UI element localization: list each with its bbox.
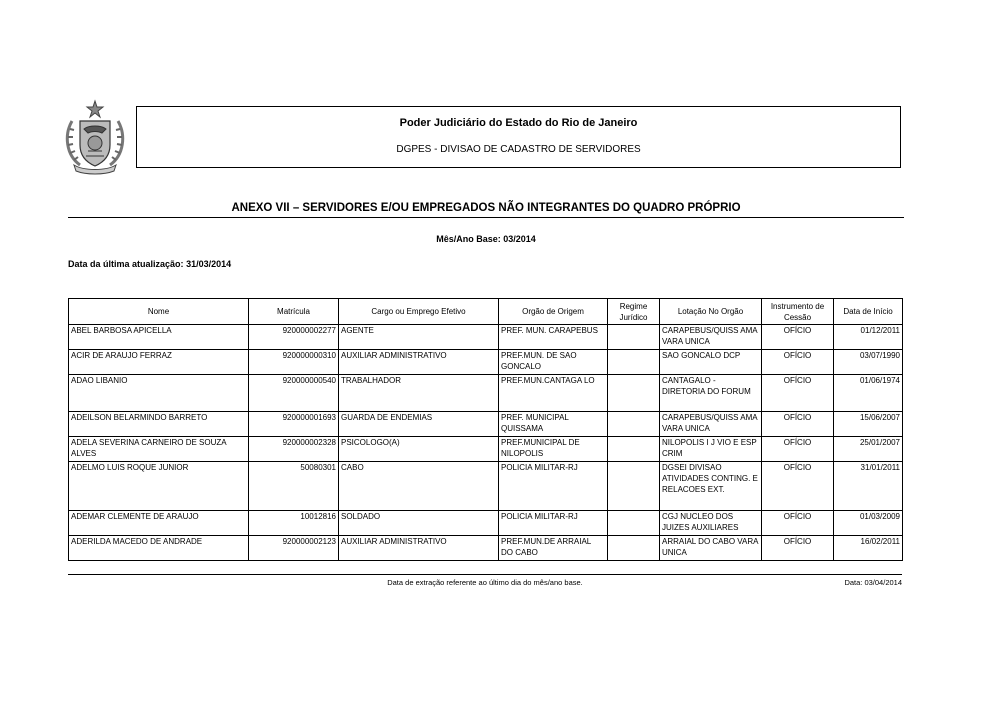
cell-assignment-instrument: OFÍCIO — [762, 437, 834, 462]
cell-legal-regime — [608, 536, 660, 561]
cell-origin-agency: POLICIA MILITAR-RJ — [499, 511, 608, 536]
table-row — [69, 350, 903, 375]
last-update-value: 31/03/2014 — [186, 259, 232, 269]
column-header: Lotação No Orgão — [660, 299, 762, 325]
cell-name: ACIR DE ARAUJO FERRAZ — [69, 350, 249, 375]
footer-rule — [68, 574, 902, 575]
last-update-line — [68, 259, 231, 269]
state-coat-of-arms-icon — [62, 99, 128, 175]
division-name: DGPES - DIVISAO DE CADASTRO DE SERVIDORES — [396, 144, 641, 155]
last-update-label: Data da última atualização: — [68, 259, 184, 269]
cell-origin-agency: PREF.MUN.DE ARRAIAL DO CABO — [499, 536, 608, 561]
table-header-row — [69, 299, 903, 325]
footer-date: Data: 03/04/2014 — [844, 578, 902, 587]
cell-assigned-unit: ARRAIAL DO CABO VARA UNICA — [660, 536, 762, 561]
table-row — [69, 536, 903, 561]
cell-position: AUXILIAR ADMINISTRATIVO — [339, 536, 499, 561]
table-row — [69, 437, 903, 462]
cell-start-date: 16/02/2011 — [834, 536, 903, 561]
cell-registration: 920000000540 — [249, 375, 339, 412]
base-period: Mês/Ano Base: 03/2014 — [436, 234, 536, 244]
cell-start-date: 15/06/2007 — [834, 412, 903, 437]
column-header: Cargo ou Emprego Efetivo — [339, 299, 499, 325]
cell-start-date: 01/06/1974 — [834, 375, 903, 412]
cell-legal-regime — [608, 511, 660, 536]
column-header: Data de Início — [834, 299, 903, 325]
court-name: Poder Judiciário do Estado do Rio de Janeiro — [399, 117, 638, 129]
cell-registration: 920000002277 — [249, 325, 339, 350]
cell-assigned-unit: DGSEI DIVISAO ATIVIDADES CONTING. E RELACOES EXT. — [660, 462, 762, 511]
cell-position: GUARDA DE ENDEMIAS — [339, 412, 499, 437]
cell-name: ADELMO LUIS ROQUE JUNIOR — [69, 462, 249, 511]
cell-assigned-unit: CANTAGALO - DIRETORIA DO FORUM — [660, 375, 762, 412]
cell-assignment-instrument: OFÍCIO — [762, 412, 834, 437]
cell-legal-regime — [608, 462, 660, 511]
cell-origin-agency: PREF.MUN. DE SAO GONCALO — [499, 350, 608, 375]
table-row — [69, 375, 903, 412]
cell-legal-regime — [608, 412, 660, 437]
cell-name: ADEMAR CLEMENTE DE ARAUJO — [69, 511, 249, 536]
cell-assignment-instrument: OFÍCIO — [762, 511, 834, 536]
table-body — [69, 325, 903, 561]
cell-assigned-unit: CARAPEBUS/QUISS AMA VARA UNICA — [660, 412, 762, 437]
column-header: Orgão de Origem — [499, 299, 608, 325]
cell-start-date: 03/07/1990 — [834, 350, 903, 375]
cell-start-date: 25/01/2007 — [834, 437, 903, 462]
cell-origin-agency: POLICIA MILITAR-RJ — [499, 462, 608, 511]
cell-assignment-instrument: OFÍCIO — [762, 375, 834, 412]
cell-assignment-instrument: OFÍCIO — [762, 350, 834, 375]
cell-name: ABEL BARBOSA APICELLA — [69, 325, 249, 350]
cell-assigned-unit: NILOPOLIS I J VIO E ESP CRIM — [660, 437, 762, 462]
cell-position: CABO — [339, 462, 499, 511]
cell-assigned-unit: SAO GONCALO DCP — [660, 350, 762, 375]
table-row — [69, 325, 903, 350]
cell-registration: 920000002123 — [249, 536, 339, 561]
column-header: Regime Jurídico — [608, 299, 660, 325]
cell-origin-agency: PREF.MUN.CANTAGA LO — [499, 375, 608, 412]
cell-name: ADERILDA MACEDO DE ANDRADE — [69, 536, 249, 561]
table-row — [69, 462, 903, 511]
cell-position: TRABALHADOR — [339, 375, 499, 412]
table-header — [69, 299, 903, 325]
cell-name: ADAO LIBANIO — [69, 375, 249, 412]
title-rule — [68, 217, 904, 218]
cell-legal-regime — [608, 375, 660, 412]
annex-title: ANEXO VII – SERVIDORES E/OU EMPREGADOS NÃO INTEGRANTES DO QUADRO PRÓPRIO — [231, 202, 741, 214]
cell-assigned-unit: CGJ NUCLEO DOS JUIZES AUXILIARES — [660, 511, 762, 536]
cell-registration: 920000002328 — [249, 437, 339, 462]
cell-origin-agency: PREF.MUNICIPAL DE NILOPOLIS — [499, 437, 608, 462]
cell-position: PSICOLOGO(A) — [339, 437, 499, 462]
cell-start-date: 01/03/2009 — [834, 511, 903, 536]
cell-origin-agency: PREF. MUN. CARAPEBUS — [499, 325, 608, 350]
cell-start-date: 31/01/2011 — [834, 462, 903, 511]
cell-position: AGENTE — [339, 325, 499, 350]
cell-registration: 10012816 — [249, 511, 339, 536]
column-header: Matrícula — [249, 299, 339, 325]
servants-table — [68, 298, 903, 561]
table-row — [69, 412, 903, 437]
cell-registration: 920000000310 — [249, 350, 339, 375]
cell-legal-regime — [608, 437, 660, 462]
cell-name: ADEILSON BELARMINDO BARRETO — [69, 412, 249, 437]
cell-position: SOLDADO — [339, 511, 499, 536]
cell-origin-agency: PREF. MUNICIPAL QUISSAMA — [499, 412, 608, 437]
cell-assignment-instrument: OFÍCIO — [762, 325, 834, 350]
header-box — [136, 106, 901, 168]
cell-registration: 920000001693 — [249, 412, 339, 437]
cell-start-date: 01/12/2011 — [834, 325, 903, 350]
cell-registration: 50080301 — [249, 462, 339, 511]
column-header: Instrumento de Cessão — [762, 299, 834, 325]
cell-legal-regime — [608, 350, 660, 375]
cell-assignment-instrument: OFÍCIO — [762, 536, 834, 561]
cell-position: AUXILIAR ADMINISTRATIVO — [339, 350, 499, 375]
cell-name: ADELA SEVERINA CARNEIRO DE SOUZA ALVES — [69, 437, 249, 462]
cell-assigned-unit: CARAPEBUS/QUISS AMA VARA UNICA — [660, 325, 762, 350]
cell-assignment-instrument: OFÍCIO — [762, 462, 834, 511]
footer-note: Data de extração referente ao último dia do mês/ano base. — [387, 578, 583, 587]
table-row — [69, 511, 903, 536]
column-header: Nome — [69, 299, 249, 325]
cell-legal-regime — [608, 325, 660, 350]
